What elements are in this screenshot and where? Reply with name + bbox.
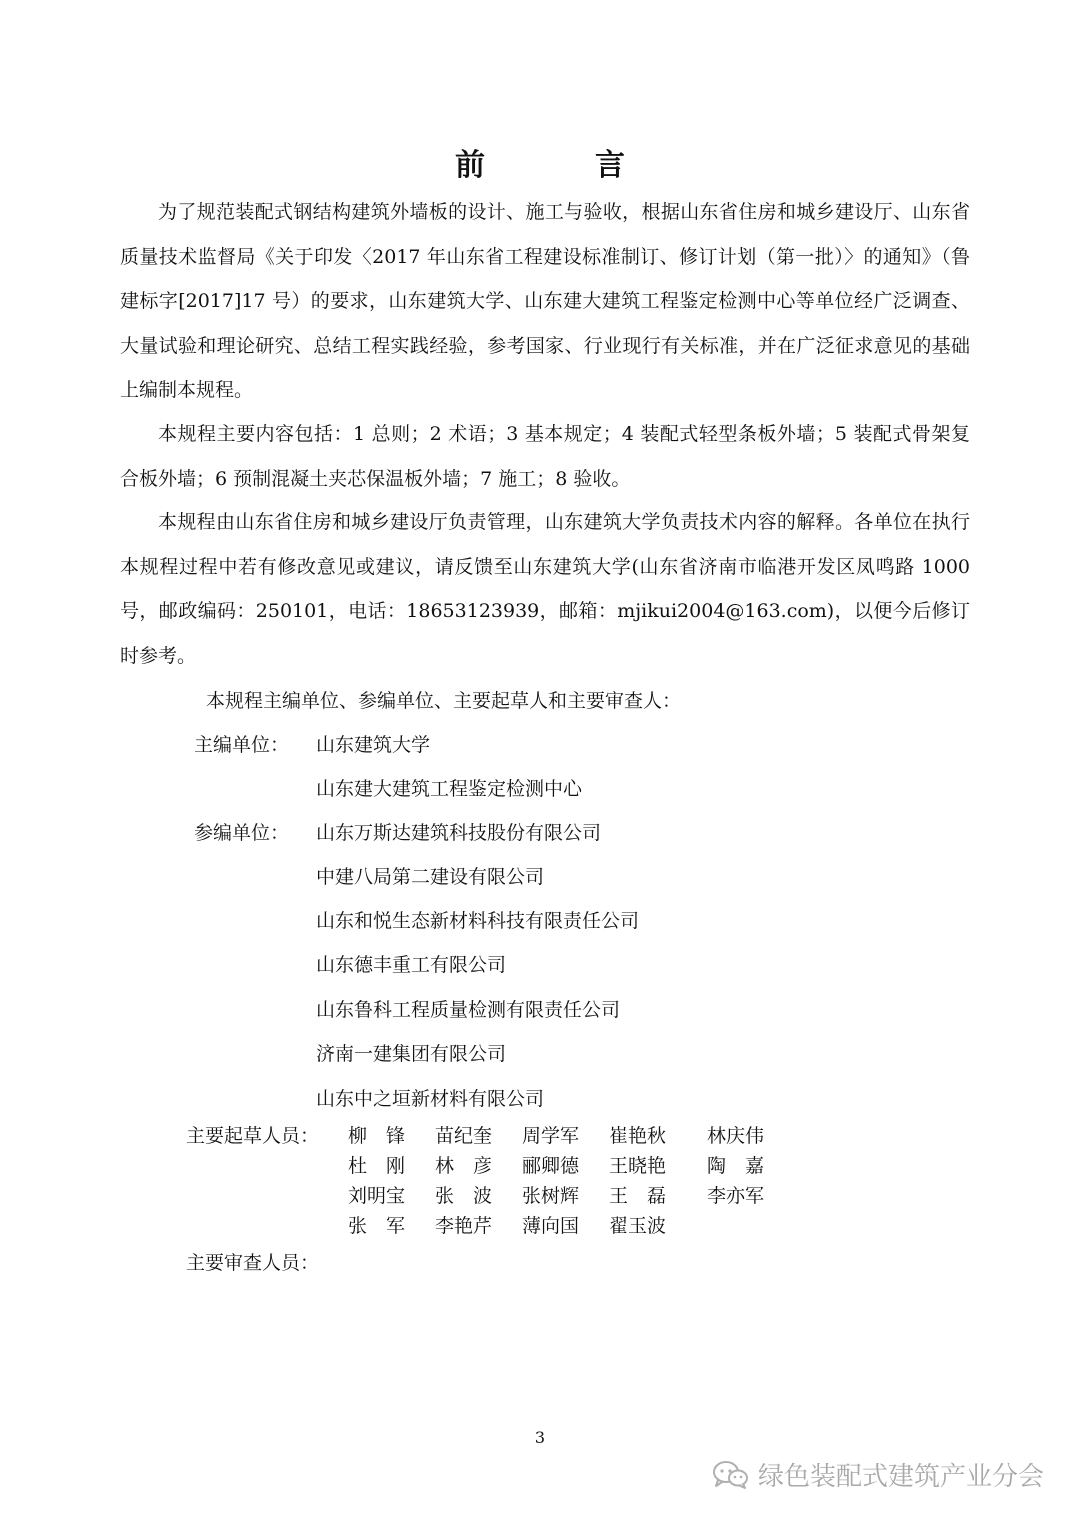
drafter-name: 郦卿德 — [522, 1155, 580, 1177]
drafters-label: 主要起草人员： — [186, 1125, 320, 1147]
drafter-name: 薄向国 — [522, 1215, 580, 1237]
drafter-name: 崔艳秋 — [609, 1125, 667, 1147]
drafter-name: 林 彦 — [435, 1155, 493, 1177]
drafter-name: 王 磊 — [609, 1185, 667, 1207]
drafter-name: 杜 刚 — [348, 1155, 406, 1177]
drafter-name: 柳 锋 — [348, 1125, 406, 1147]
page-number: 3 — [534, 1428, 546, 1447]
drafter-name: 陶 嘉 — [707, 1155, 765, 1177]
drafter-name: 张 波 — [435, 1185, 493, 1207]
drafter-name: 刘明宝 — [348, 1185, 406, 1207]
drafter-name: 林庆伟 — [707, 1125, 765, 1147]
participant-unit: 山东中之垣新材料有限公司 — [316, 1088, 545, 1110]
drafter-name: 王晓艳 — [609, 1155, 667, 1177]
drafters-list — [348, 1124, 794, 1238]
drafter-name: 李亦军 — [707, 1185, 765, 1207]
units-intro: 本规程主编单位、参编单位、主要起草人和主要审查人： — [206, 690, 682, 712]
reviewers-label: 主要审查人员： — [186, 1252, 320, 1274]
drafter-name: 李艳芹 — [435, 1215, 493, 1237]
chief-unit: 山东建大建筑工程鉴定检测中心 — [316, 778, 583, 800]
preface-paragraph-2: 本规程主要内容包括：1 总则；2 术语；3 基本规定；4 装配式轻型条板外墙；5 装配式骨架复合板外墙；6 预制混凝土夹芯保温板外墙；7 施工；8 验收。 — [120, 423, 970, 490]
participant-unit: 山东鲁科工程质量检测有限责任公司 — [316, 999, 621, 1021]
watermark-text: 绿色装配式建筑产业分会 — [757, 1462, 1044, 1492]
drafter-name: 苗纪奎 — [435, 1125, 493, 1147]
drafter-name: 周学军 — [522, 1125, 580, 1147]
drafter-name: 翟玉波 — [609, 1215, 667, 1237]
preface-paragraph-1: 为了规范装配式钢结构建筑外墙板的设计、施工与验收，根据山东省住房和城乡建设厅、山东省质量技术监督局《关于印发〈2017 年山东省工程建设标准制订、修订计划（第一批）〉的通知》（鲁建标字[2017]17 号）的要求，山东建筑大学、山东建大建筑工程鉴定检测中心等单位经广泛调查、大量试验和理论研究、总结工程实践经验，参考国家、行业现行有关标准，并在广泛征求意见的基础上编制本规程。 — [120, 201, 970, 402]
participant-unit: 山东万斯达建筑科技股份有限公司 — [316, 822, 602, 844]
participant-unit: 中建八局第二建设有限公司 — [316, 866, 545, 888]
participant-units-label: 参编单位： — [194, 822, 290, 844]
wechat-icon — [712, 1459, 750, 1491]
participant-unit: 山东和悦生态新材料科技有限责任公司 — [316, 910, 640, 932]
drafter-name: 张 军 — [348, 1215, 406, 1237]
chief-unit: 山东建筑大学 — [316, 734, 431, 756]
page-title: 前 言 — [455, 148, 665, 183]
participant-unit: 济南一建集团有限公司 — [316, 1043, 507, 1065]
chief-units-label: 主编单位： — [194, 734, 290, 756]
participant-unit: 山东德丰重工有限公司 — [316, 954, 507, 976]
drafter-name: 张树辉 — [522, 1185, 580, 1207]
watermark — [712, 1456, 1044, 1493]
preface-paragraph-3: 本规程由山东省住房和城乡建设厅负责管理，山东建筑大学负责技术内容的解释。各单位在执行本规程过程中若有修改意见或建议，请反馈至山东建筑大学(山东省济南市临港开发区凤鸣路 1000 号，邮政编码：250101，电话：18653123939，邮箱：mjikui2004@163.com)，以便今后修订时参考。 — [120, 511, 970, 667]
